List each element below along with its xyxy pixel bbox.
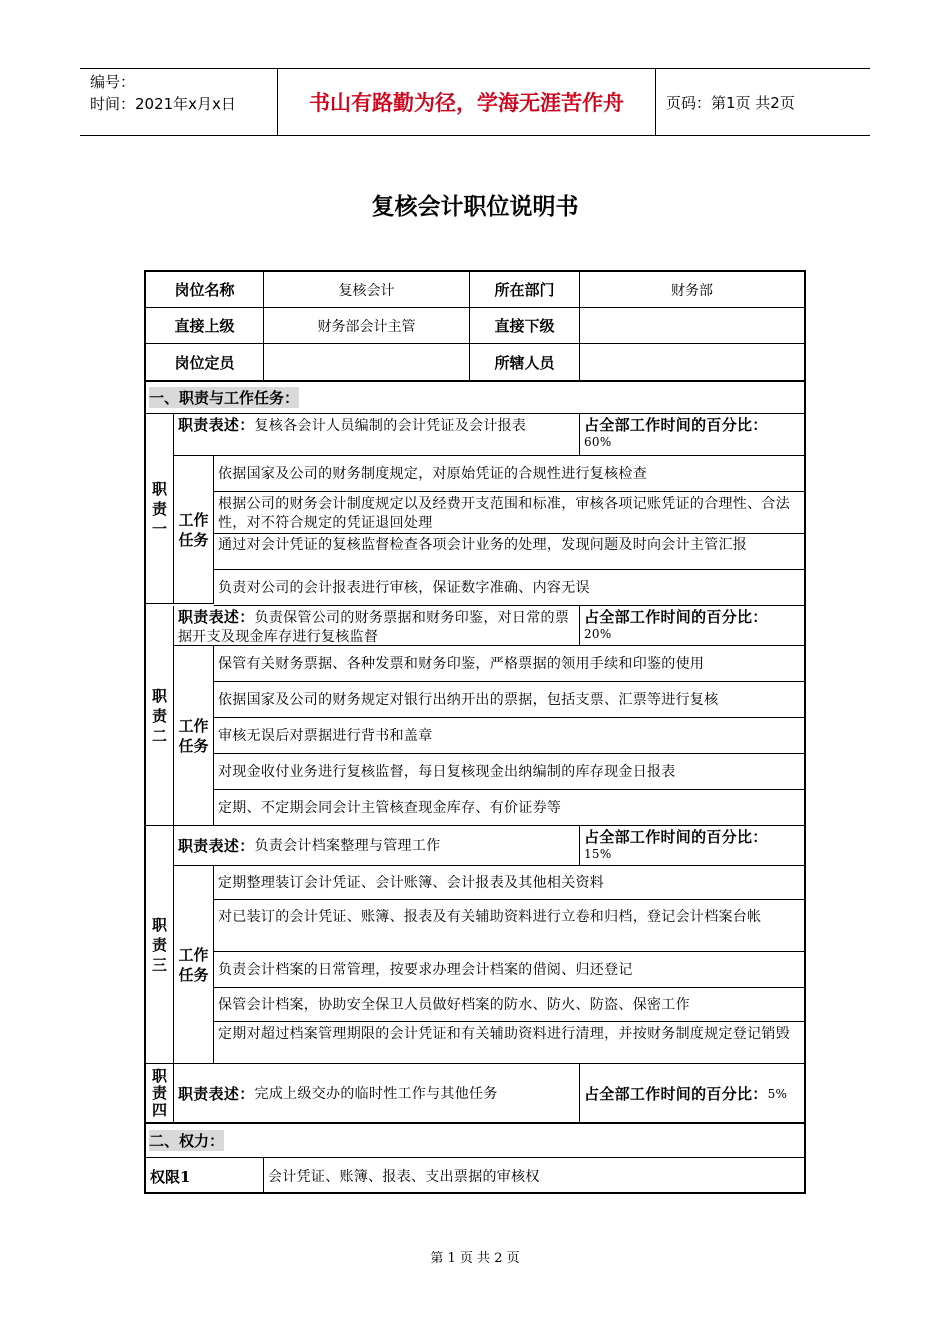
power-1-value: 会计凭证、账簿、报表、支出票据的审核权 (268, 1168, 540, 1185)
headcount-value (264, 344, 470, 380)
duty-3-task-label: 工作任务 (174, 866, 214, 1064)
duty-2-desc-text: 负责保管公司的财务票据和财务印鉴，对日常的票据开支及现金库存进行复核监督 (178, 610, 570, 645)
duty-4-desc-label: 职责表述： (178, 1084, 255, 1103)
post-name-label: 岗位名称 (146, 272, 264, 308)
duty-1-pct (580, 414, 804, 456)
duty-3-task-3: 负责会计档案的日常管理，按要求办理会计档案的借阅、归还登记 (214, 952, 804, 988)
section-duties-title (146, 382, 804, 414)
serial-label: 编号： (90, 73, 136, 91)
dept-value: 财务部 (580, 272, 804, 308)
time-text: 时间：2021年x月x日 (90, 95, 236, 113)
duty-3-pct-value: 15% (584, 847, 612, 861)
duty-1-task-1: 依据国家及公司的财务制度规定，对原始凭证的合规性进行复核检查 (214, 456, 804, 492)
superior-value: 财务部会计主管 (264, 308, 470, 344)
duty-2-pct-value: 20% (584, 627, 612, 641)
page-footer: 第 1 页 共 2 页 (430, 1251, 520, 1266)
duty-2-task-5: 定期、不定期会同会计主管核查现金库存、有价证券等 (214, 790, 804, 826)
post-name-value: 复核会计 (264, 272, 470, 308)
staff-label: 所辖人员 (470, 344, 580, 380)
duty-2-pct (580, 606, 804, 646)
duty-3-task-4: 保管会计档案，协助安全保卫人员做好档案的防水、防火、防盗、保密工作 (214, 988, 804, 1022)
duty-3-desc-label: 职责表述： (178, 837, 255, 855)
superior-label: 直接上级 (146, 308, 264, 344)
job-description-table (144, 270, 806, 1194)
duty-1-pct-label: 占全部工作时间的百分比： (584, 416, 768, 434)
document-title: 复核会计职位说明书 (371, 194, 579, 220)
duty-2-task-3: 审核无误后对票据进行背书和盖章 (214, 718, 804, 754)
subordinate-value (580, 308, 804, 344)
duty-2-desc-label: 职责表述： (178, 608, 255, 626)
header-meta (80, 69, 278, 135)
duty-3-task-1: 定期整理装订会计凭证、会计账簿、会计报表及其他相关资料 (214, 866, 804, 900)
section-powers-title (146, 1124, 804, 1158)
header-page-number: 页码：第1页 共2页 (666, 93, 795, 112)
duty-3-task-2: 对已装订的会计凭证、账簿、报表及有关辅助资料进行立卷和归档，登记会计档案台帐 (214, 900, 804, 952)
duty-4-desc (174, 1064, 580, 1122)
duty-1-task-3: 通过对会计凭证的复核监督检查各项会计业务的处理，发现问题及时向会计主管汇报 (214, 534, 804, 570)
section-powers-label: 二、权力： (149, 1132, 225, 1150)
staff-value (580, 344, 804, 380)
duty-3-desc-text: 负责会计档案整理与管理工作 (254, 838, 441, 854)
duty-2-name: 职责二 (146, 606, 174, 826)
duty-3-task-5: 定期对超过档案管理期限的会计凭证和有关辅助资料进行清理，并按财务制度规定登记销毁 (214, 1022, 804, 1064)
duty-4-pct-label: 占全部工作时间的百分比： (584, 1084, 768, 1103)
duty-1-task-4: 负责对公司的会计报表进行审核，保证数字准确、内容无误 (214, 570, 804, 606)
subordinate-label: 直接下级 (470, 308, 580, 344)
duty-4-desc-text: 完成上级交办的临时性工作与其他任务 (254, 1085, 498, 1102)
duty-1-task-2: 根据公司的财务会计制度规定以及经费开支范围和标准，审核各项记账凭证的合理性、合法性，对不符合规定的凭证退回处理 (214, 492, 804, 534)
header-motto: 书山有路勤为径，学海无涯苦作舟 (278, 69, 656, 135)
power-1-label: 权限1 (146, 1158, 264, 1194)
duty-1-desc-label: 职责表述： (178, 416, 255, 434)
duty-4-name: 职责四 (146, 1064, 174, 1122)
headcount-label: 岗位定员 (146, 344, 264, 380)
section-duties-label: 一、职责与工作任务： (149, 389, 300, 407)
duty-2-desc (174, 606, 580, 646)
duty-3-pct-label: 占全部工作时间的百分比： (584, 828, 768, 846)
duty-1-desc (174, 414, 580, 456)
duty-2-task-4: 对现金收付业务进行复核监督，每日复核现金出纳编制的库存现金日报表 (214, 754, 804, 790)
duty-2-task-label: 工作任务 (174, 646, 214, 826)
duty-2-task-1: 保管有关财务票据、各种发票和财务印鉴，严格票据的领用手续和印鉴的使用 (214, 646, 804, 682)
duty-1-name: 职责一 (146, 414, 174, 604)
duty-3-pct (580, 826, 804, 866)
page-header (80, 68, 870, 136)
duty-1-task-label: 工作任务 (174, 456, 214, 604)
duty-3-name: 职责三 (146, 826, 174, 1064)
dept-label: 所在部门 (470, 272, 580, 308)
duty-2-task-2: 依据国家及公司的财务规定对银行出纳开出的票据，包括支票、汇票等进行复核 (214, 682, 804, 718)
duty-4-pct (580, 1064, 804, 1122)
duty-1-desc-text: 复核各会计人员编制的会计凭证及会计报表 (254, 418, 527, 434)
duty-1-pct-value: 60% (584, 435, 612, 449)
duty-2-pct-label: 占全部工作时间的百分比： (584, 608, 768, 626)
duty-3-desc (174, 826, 580, 866)
duty-4-pct-value: 5% (767, 1086, 788, 1101)
